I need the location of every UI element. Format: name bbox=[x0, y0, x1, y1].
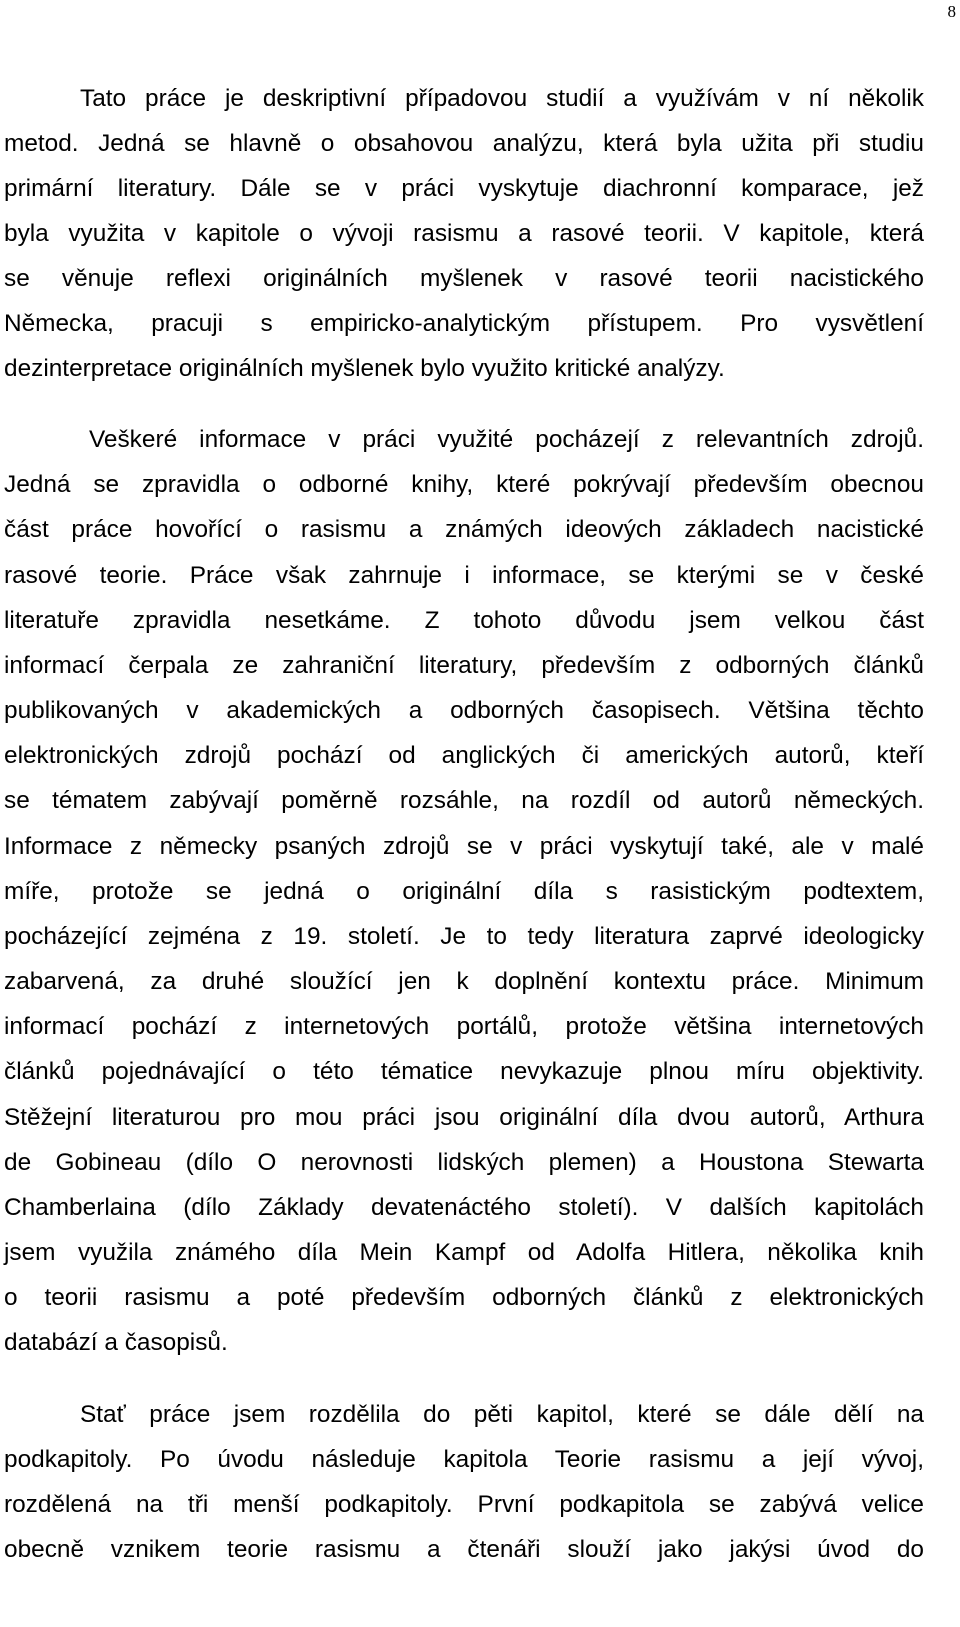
page-number: 8 bbox=[947, 2, 956, 21]
text-line: obecně vznikem teorie rasismu a čtenáři slouží jako jakýsi úvod do bbox=[4, 1536, 924, 1563]
text-line: Jedná se zpravidla o odborné knihy, které pokrývají především obecnou bbox=[4, 471, 924, 498]
text-line: literatuře zpravidla nesetkáme. Z tohoto důvodu jsem velkou část bbox=[4, 607, 924, 634]
text-line: zabarvená, za druhé sloužící jen k doplnění kontextu práce. Minimum bbox=[4, 968, 924, 995]
text-line: článků pojednávající o této tématice nevykazuje plnou míru objektivity. bbox=[4, 1058, 924, 1085]
text-line: rasové teorie. Práce však zahrnuje i informace, se kterými se v české bbox=[4, 562, 924, 589]
text-line: databází a časopisů. bbox=[4, 1329, 228, 1356]
text-line: primární literatury. Dále se v práci vyskytuje diachronní komparace, jež bbox=[4, 175, 924, 202]
text-line: byla využita v kapitole o vývoji rasismu a rasové teorii. V kapitole, která bbox=[4, 220, 924, 247]
text-line: informací pochází z internetových portálů, protože většina internetových bbox=[4, 1013, 924, 1040]
text-line: se tématem zabývají poměrně rozsáhle, na rozdíl od autorů německých. bbox=[4, 787, 924, 814]
text-line: Stěžejní literaturou pro mou práci jsou originální díla dvou autorů, Arthura bbox=[4, 1104, 924, 1131]
text-line: Tato práce je deskriptivní případovou studií a využívám v ní několik bbox=[80, 85, 924, 112]
text-line: metod. Jedná se hlavně o obsahovou analýzu, která byla užita při studiu bbox=[4, 130, 924, 157]
text-line: dezinterpretace originálních myšlenek bylo využito kritické analýzy. bbox=[4, 355, 725, 382]
text-line: se věnuje reflexi originálních myšlenek v rasové teorii nacistického bbox=[4, 265, 924, 292]
text-line: Informace z německy psaných zdrojů se v práci vyskytují také, ale v malé bbox=[4, 833, 924, 860]
text-line: informací čerpala ze zahraniční literatury, především z odborných článků bbox=[4, 652, 924, 679]
text-line: podkapitoly. Po úvodu následuje kapitola Teorie rasismu a její vývoj, bbox=[4, 1446, 924, 1473]
text-line: jsem využila známého díla Mein Kampf od Adolfa Hitlera, několika knih bbox=[4, 1239, 924, 1266]
text-line: Veškeré informace v práci využité pocházejí z relevantních zdrojů. bbox=[89, 426, 924, 453]
text-line: Chamberlaina (dílo Základy devatenáctého století). V dalších kapitolách bbox=[4, 1194, 924, 1221]
text-line: de Gobineau (dílo O nerovnosti lidských plemen) a Houstona Stewarta bbox=[4, 1149, 924, 1176]
text-line: Německa, pracuji s empiricko-analytickým přístupem. Pro vysvětlení bbox=[4, 310, 924, 337]
text-line: část práce hovořící o rasismu a známých ideových základech nacistické bbox=[4, 516, 924, 543]
text-line: elektronických zdrojů pochází od anglických či amerických autorů, kteří bbox=[4, 742, 924, 769]
text-line: Stať práce jsem rozdělila do pěti kapitol, které se dále dělí na bbox=[80, 1401, 924, 1428]
text-line: rozdělená na tři menší podkapitoly. První podkapitola se zabývá velice bbox=[4, 1491, 924, 1518]
text-line: publikovaných v akademických a odborných časopisech. Většina těchto bbox=[4, 697, 924, 724]
text-line: o teorii rasismu a poté především odborných článků z elektronických bbox=[4, 1284, 924, 1311]
text-line: míře, protože se jedná o originální díla s rasistickým podtextem, bbox=[4, 878, 924, 905]
text-line: pocházející zejména z 19. století. Je to tedy literatura zaprvé ideologicky bbox=[4, 923, 924, 950]
